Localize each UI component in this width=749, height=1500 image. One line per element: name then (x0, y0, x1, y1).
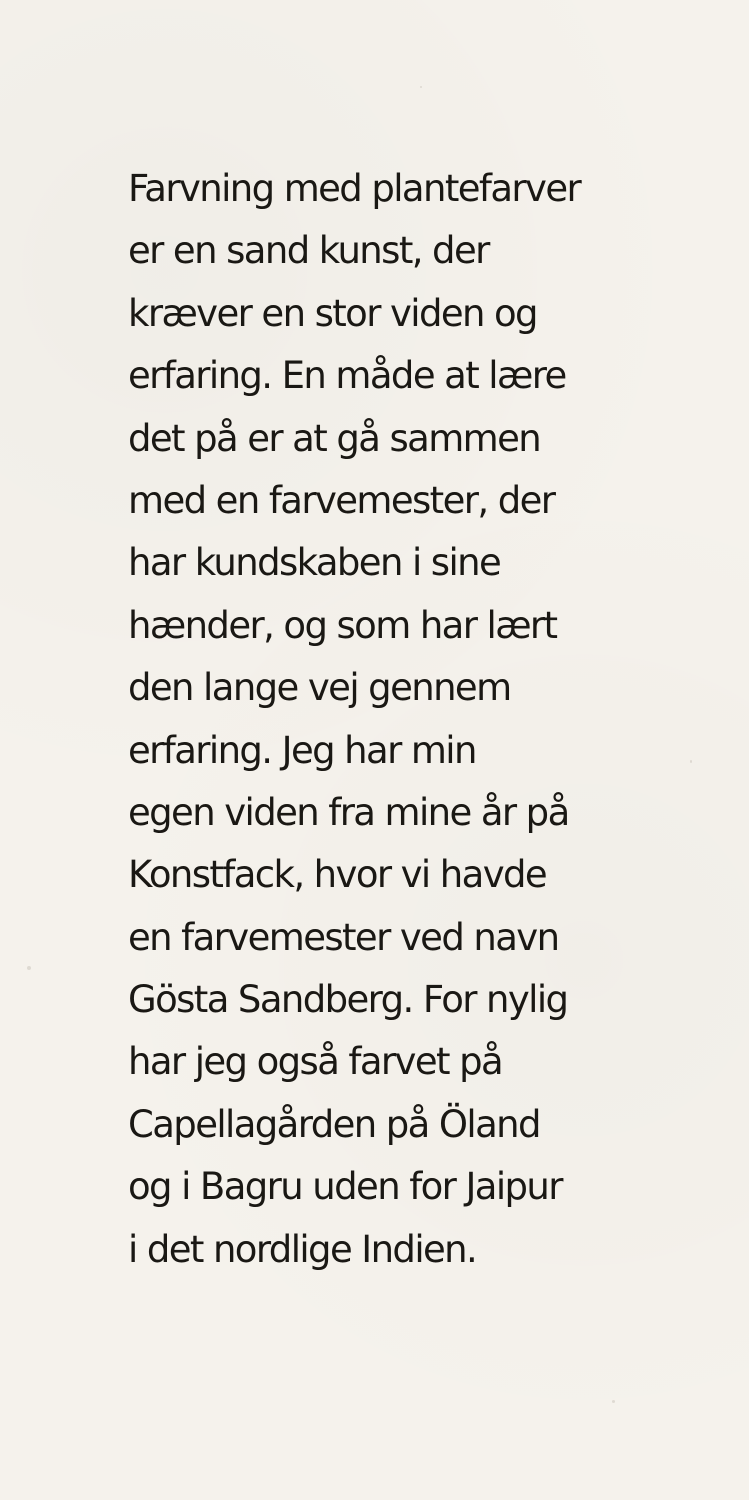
paper-speck (612, 1400, 615, 1403)
paragraph-line: med en farvemester, der (128, 478, 555, 522)
paragraph-line: har kundskaben i sine (128, 541, 501, 585)
paragraph-line: har jeg også farvet på (128, 1040, 503, 1084)
paragraph-line: erfaring. En måde at lære (128, 354, 566, 398)
paragraph-line: Capellagården på Öland (128, 1102, 540, 1146)
paper-speck (27, 966, 31, 970)
paper-speck (420, 86, 422, 88)
paragraph-line: Gösta Sandberg. For nylig (128, 978, 568, 1022)
paragraph-line: kræver en stor viden og (128, 291, 537, 335)
paragraph-line: hænder, og som har lært (128, 603, 557, 647)
paragraph-line: den lange vej gennem (128, 666, 511, 710)
paragraph-line: erfaring. Jeg har min (128, 728, 476, 772)
paragraph-line: en farvemester ved navn (128, 915, 559, 959)
paragraph-line: Konstfack, hvor vi havde (128, 853, 547, 897)
paragraph-line: det på er at gå sammen (128, 416, 541, 460)
body-paragraph (128, 158, 648, 1281)
paragraph-line: Farvning med plantefarver (128, 167, 581, 210)
paragraph-line: og i Bagru uden for Jaipur (128, 1165, 562, 1209)
paragraph-line: egen viden fra mine år på (128, 790, 569, 834)
paragraph-line: er en sand kunst, der (128, 229, 489, 273)
paper-speck (690, 760, 692, 763)
paragraph-line: i det nordlige Indien. (128, 1227, 477, 1271)
